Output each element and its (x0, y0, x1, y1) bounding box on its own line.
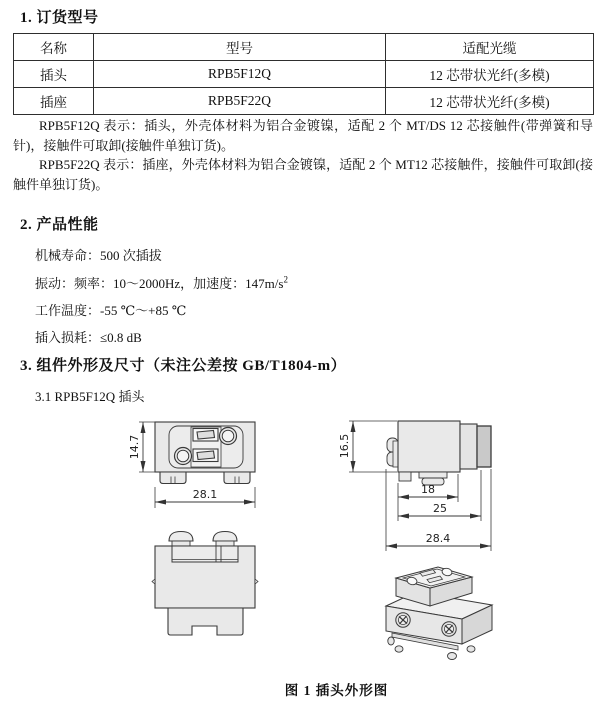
spec-insertion-loss: 插入损耗：≤0.8 dB (35, 330, 142, 345)
dim-front-width: 28.1 (192, 488, 218, 501)
dim-side-width-28-4: 28.4 (425, 532, 451, 545)
dim-front-height: 14.7 (128, 434, 141, 460)
spec-vibration-superscript: 2 (283, 274, 288, 285)
rear-view-drawing (152, 532, 258, 636)
dim-side-width-25: 25 (433, 502, 447, 515)
dim-side-height: 16.5 (338, 433, 351, 459)
section-2-heading: 2. 产品性能 (20, 217, 99, 233)
figure-caption: 图 1 插头外形图 (284, 683, 389, 698)
col-header-model: 型号 (94, 34, 386, 61)
col-header-name: 名称 (14, 34, 94, 61)
cell-model: RPB5F12Q (94, 61, 386, 88)
section-3-heading: 3. 组件外形及尺寸（未注公差按 GB/T1804-m） (20, 358, 347, 374)
spec-vibration-text: 振动：频率：10～2000Hz，加速度：147m/s (35, 276, 284, 291)
table-header-row (14, 34, 594, 61)
para-socket-description: RPB5F22Q 表示：插座，外壳体材料为铝合金镀镍，适配 2 个 MT12 芯接触件，接触件可取卸(接触件单独订货)。 (13, 157, 593, 192)
section-1-heading: 1. 订货型号 (20, 10, 99, 26)
spec-operating-temp: 工作温度：-55 ℃～+85 ℃ (35, 303, 187, 318)
cell-model: RPB5F22Q (94, 88, 386, 115)
front-view-drawing (128, 422, 255, 508)
table-row (14, 61, 594, 88)
model-description (13, 116, 593, 194)
side-view-drawing (338, 421, 491, 551)
cell-name: 插座 (14, 88, 94, 115)
cell-name: 插头 (14, 61, 94, 88)
cell-cable: 12 芯带状光纤(多模) (386, 88, 594, 115)
spec-vibration (35, 273, 288, 292)
isometric-view-drawing (386, 567, 492, 660)
col-header-cable: 适配光缆 (386, 34, 594, 61)
plug-outline-figure (0, 405, 603, 675)
spec-mechanical-life: 机械寿命：500 次插拔 (35, 248, 162, 263)
cell-cable: 12 芯带状光纤(多模) (386, 61, 594, 88)
section-3-1-subheading: 3.1 RPB5F12Q 插头 (35, 389, 145, 404)
table-row (14, 88, 594, 115)
order-model-table (13, 33, 594, 115)
dim-side-width-18: 18 (421, 483, 435, 496)
para-plug-description: RPB5F12Q 表示：插头，外壳体材料为铝合金镀镍，适配 2 个 MT/DS 12 芯接触件(带弹簧和导针)，接触件可取卸(接触件单独订货)。 (13, 118, 593, 153)
